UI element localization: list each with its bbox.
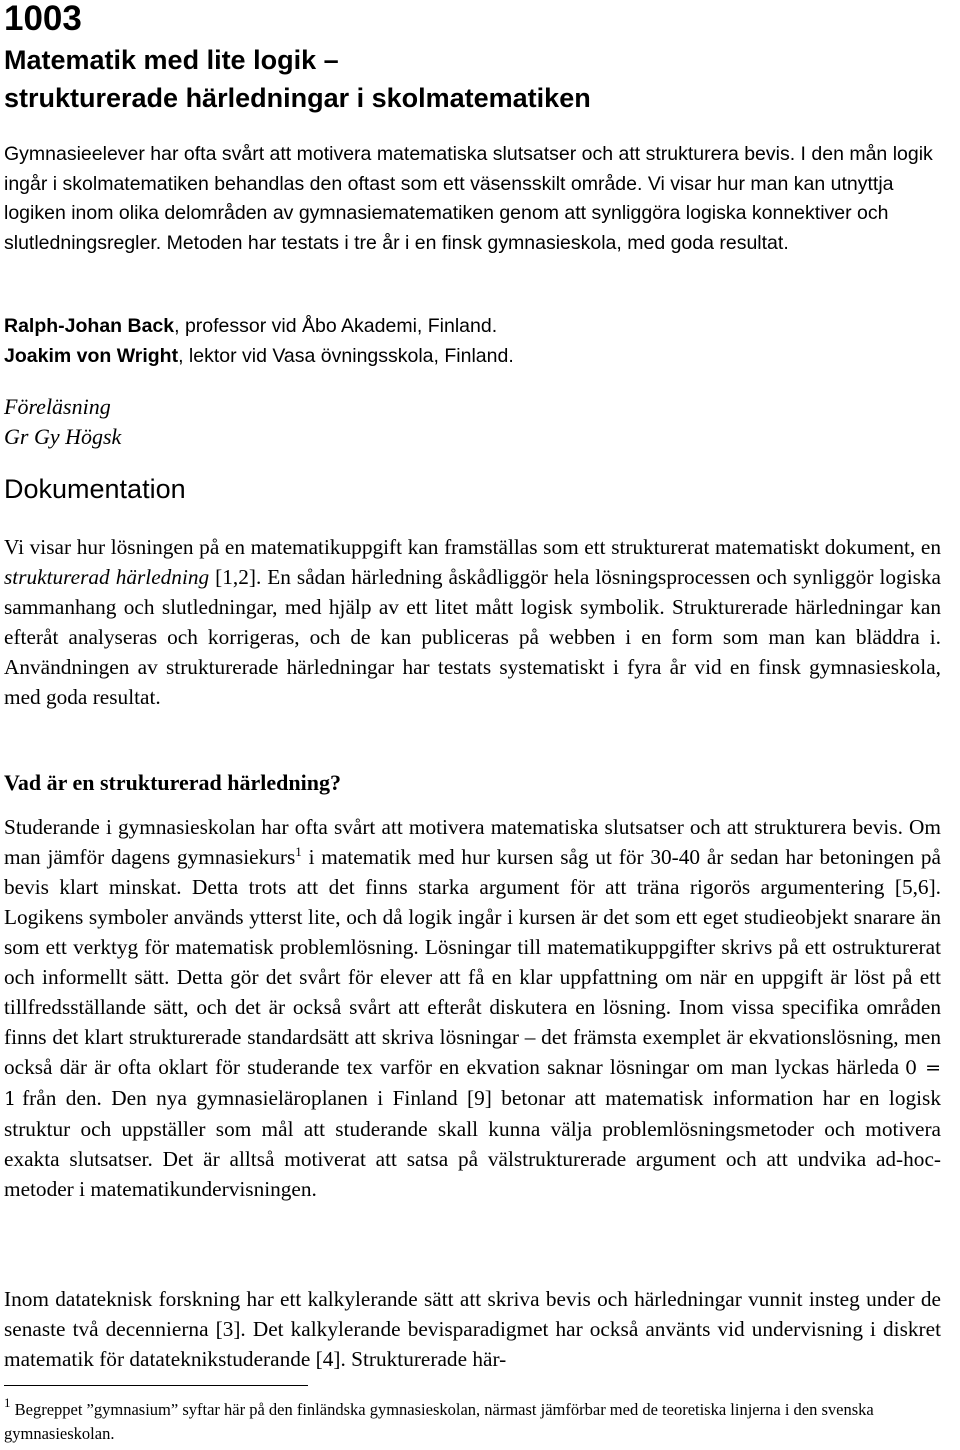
paragraph-dokumentation [4, 532, 941, 712]
author-list [4, 311, 514, 371]
author-name: Joakim von Wright [4, 345, 179, 367]
footnote-number: 1 [4, 1395, 11, 1410]
text-run: i matematik med hur kursen såg ut för 30-40 år sedan har betoningen på bevis klart minskat. Detta trots att det finns starka argument för att träna rigorös argumentering [5,6]. Logikens symboler används ytterst lite, och då logik ingår i kursen är det som ett eget studieobjekt snarare än som ett verktyg för matematisk problemlösning. Lösningar till matematikuppgifter skrivs på ett ostrukturerat och informellt sätt. Detta gör det svårt för elever att få en klar uppfattning om när en uppgift är löst på ett tillfredsställande sätt, och det är också svårt att efteråt diskutera en lösning. Inom vissa specifika områden finns det klart strukturerade standardsätt att skriva lösningar – det främsta exemplet är ekvationslösning, men också där är ofta oklart för studerande tex varför en ekvation saknar lösningar om man lyckas härleda [4, 845, 942, 1079]
footnote-divider [4, 1385, 308, 1386]
title-line-2: strukturerade härledningar i skolmatematiken [4, 83, 591, 113]
text-run: från den. Den nya gymnasieläroplanen i Finland [9] betonar att matematisk information har en logisk struktur och uppställer som mål att studerande skall kunna välja problemlösningsmetoder och motivera exakta slutsatser. Det är alltså motiverat att satsa på välstrukturerade argument och att undvika ad-hoc-metoder i matematikundervisningen. [4, 1086, 941, 1201]
inline-equation: 0 = 1 [4, 1057, 941, 1110]
text-run: [1,2]. En sådan härledning åskådliggör hela lösningsprocessen och synliggör logiska sammanhang och slutledningar, med hjälp av ett litet mått logisk symbolik. Strukturerade härledningar kan efteråt analyseras och korrigeras, och de kan publiceras på webben i en form som man kan bläddra i. Användningen av strukturerade härledningar har testats systematiskt i fyra år vid en finsk gymnasieskola, med goda resultat. [4, 565, 941, 709]
text-run: Studerande i gymnasieskolan har ofta svårt att motivera matematiska slutsatser och att strukturera bevis. Om man jämför dagens gymnasiekurs [4, 815, 941, 869]
author [4, 345, 514, 367]
paper-title [4, 41, 591, 117]
author [4, 315, 497, 337]
footnote-text: Begreppet ”gymnasium” syftar här på den finländska gymnasieskolan, närmast jämförbar med de teoretiska linjerna i den svenska gymnasieskolan. [4, 1400, 874, 1443]
paragraph-datateknik: Inom datateknisk forskning har ett kalkylerande sätt att skriva bevis och härledningar vunnit insteg under de senaste två decennierna [3]. Det kalkylerande bevisparadigmet har också använts vid undervisning i diskret matematik för datateknikstuderande [4]. Strukturerade här- [4, 1287, 941, 1371]
author-affiliation: , professor vid Åbo Akademi, Finland. [174, 315, 498, 337]
section-heading-dokumentation: Dokumentation [4, 474, 186, 504]
paragraph-motivation [4, 812, 941, 1204]
paper-number: 1003 [4, 0, 82, 38]
author-name: Ralph-Johan Back [4, 315, 175, 337]
footnote [4, 1395, 944, 1446]
emphasis-term: strukturerad härledning [4, 565, 210, 589]
session-meta [4, 392, 121, 452]
text-run: Vi visar hur lösningen på en matematikuppgift kan framställas som ett strukturerat matematiskt dokument, en [4, 535, 941, 559]
author-affiliation: , lektor vid Vasa övningsskola, Finland. [178, 345, 514, 367]
session-level: Gr Gy Högsk [4, 424, 122, 449]
footnote-marker: 1 [295, 844, 302, 859]
section-heading-strukturerad-harledning: Vad är en strukturerad härledning? [4, 770, 341, 795]
session-type: Föreläsning [4, 394, 111, 419]
title-line-1: Matematik med lite logik – [4, 45, 339, 75]
abstract: Gymnasieelever har ofta svårt att motivera matematiska slutsatser och att strukturera bevis. I den mån logik ingår i skolmatematiken behandlas den oftast som ett väsensskilt område. Vi visar hur man kan utnyttja logiken inom olika delområden av gymnasiematematiken genom att synliggöra logiska konnektiver och slutledningsregler. Metoden har testats i tre år i en finsk gymnasieskola, med goda resultat. [4, 143, 933, 254]
